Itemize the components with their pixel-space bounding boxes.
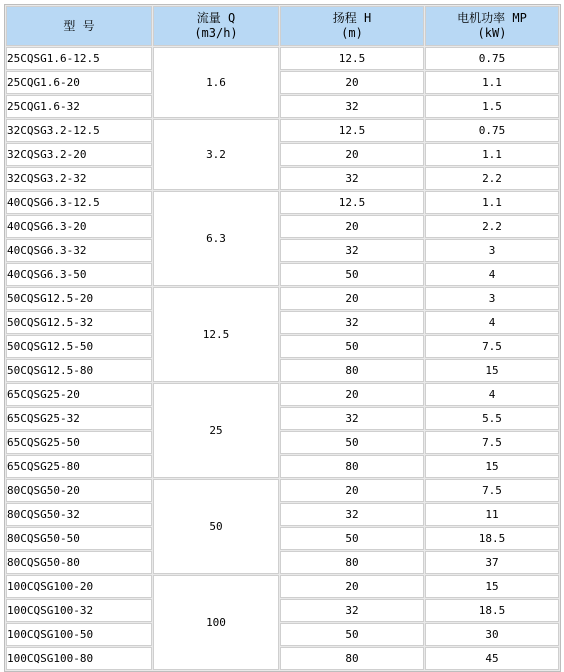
- model-cell: 100CQSG100-32: [6, 599, 152, 622]
- head-cell: 20: [280, 479, 424, 502]
- power-cell: 0.75: [425, 47, 559, 70]
- model-cell: 50CQSG12.5-80: [6, 359, 152, 382]
- flow-cell: 50: [153, 479, 279, 574]
- table-body: [6, 47, 559, 670]
- head-cell: 20: [280, 215, 424, 238]
- table-row: [6, 215, 559, 238]
- table-row: [6, 623, 559, 646]
- table-row: [6, 575, 559, 598]
- model-cell: 80CQSG50-20: [6, 479, 152, 502]
- head-cell: 32: [280, 407, 424, 430]
- table-row: [6, 335, 559, 358]
- power-cell: 18.5: [425, 527, 559, 550]
- header-head-label: 扬程 H: [332, 11, 372, 25]
- table-row: [6, 359, 559, 382]
- head-cell: 50: [280, 527, 424, 550]
- model-cell: 40CQSG6.3-50: [6, 263, 152, 286]
- table-row: [6, 143, 559, 166]
- power-cell: 2.2: [425, 215, 559, 238]
- head-cell: 12.5: [280, 119, 424, 142]
- head-cell: 50: [280, 431, 424, 454]
- model-cell: 40CQSG6.3-12.5: [6, 191, 152, 214]
- power-cell: 1.1: [425, 143, 559, 166]
- table-row: [6, 527, 559, 550]
- model-cell: 65CQSG25-20: [6, 383, 152, 406]
- power-cell: 4: [425, 383, 559, 406]
- flow-cell: 100: [153, 575, 279, 670]
- head-cell: 32: [280, 503, 424, 526]
- power-cell: 4: [425, 263, 559, 286]
- header-row: [6, 6, 559, 46]
- model-cell: 25CQSG1.6-12.5: [6, 47, 152, 70]
- model-cell: 32CQSG3.2-32: [6, 167, 152, 190]
- table-row: [6, 71, 559, 94]
- power-cell: 18.5: [425, 599, 559, 622]
- model-cell: 65CQSG25-32: [6, 407, 152, 430]
- power-cell: 15: [425, 359, 559, 382]
- table-row: [6, 431, 559, 454]
- head-cell: 50: [280, 263, 424, 286]
- power-cell: 1.1: [425, 71, 559, 94]
- table-row: [6, 95, 559, 118]
- power-cell: 7.5: [425, 479, 559, 502]
- power-cell: 3: [425, 287, 559, 310]
- head-cell: 20: [280, 71, 424, 94]
- model-cell: 40CQSG6.3-32: [6, 239, 152, 262]
- head-cell: 20: [280, 383, 424, 406]
- power-cell: 0.75: [425, 119, 559, 142]
- header-head: [280, 6, 424, 46]
- head-cell: 12.5: [280, 47, 424, 70]
- table-row: [6, 47, 559, 70]
- model-cell: 50CQSG12.5-32: [6, 311, 152, 334]
- head-cell: 20: [280, 575, 424, 598]
- model-cell: 25CQG1.6-20: [6, 71, 152, 94]
- head-cell: 32: [280, 95, 424, 118]
- power-cell: 7.5: [425, 335, 559, 358]
- model-cell: 25CQG1.6-32: [6, 95, 152, 118]
- table-row: [6, 455, 559, 478]
- header-flow-label: 流量 Q: [196, 11, 236, 25]
- table-row: [6, 239, 559, 262]
- power-cell: 7.5: [425, 431, 559, 454]
- header-flow-unit: (m3/h): [194, 26, 238, 40]
- table-row: [6, 311, 559, 334]
- head-cell: 80: [280, 551, 424, 574]
- model-cell: 50CQSG12.5-20: [6, 287, 152, 310]
- model-cell: 32CQSG3.2-12.5: [6, 119, 152, 142]
- table-row: [6, 599, 559, 622]
- model-cell: 65CQSG25-80: [6, 455, 152, 478]
- power-cell: 15: [425, 455, 559, 478]
- table-row: [6, 503, 559, 526]
- model-cell: 32CQSG3.2-20: [6, 143, 152, 166]
- power-cell: 2.2: [425, 167, 559, 190]
- head-cell: 20: [280, 143, 424, 166]
- power-cell: 1.1: [425, 191, 559, 214]
- model-cell: 100CQSG100-80: [6, 647, 152, 670]
- power-cell: 37: [425, 551, 559, 574]
- head-cell: 32: [280, 239, 424, 262]
- flow-cell: 12.5: [153, 287, 279, 382]
- head-cell: 50: [280, 335, 424, 358]
- header-power-label: 电机功率 MP: [457, 11, 527, 25]
- table-row: [6, 407, 559, 430]
- table-row: [6, 479, 559, 502]
- table-row: [6, 191, 559, 214]
- table-row: [6, 263, 559, 286]
- head-cell: 80: [280, 359, 424, 382]
- model-cell: 40CQSG6.3-20: [6, 215, 152, 238]
- table-row: [6, 119, 559, 142]
- header-model-label: 型 号: [63, 18, 95, 33]
- header-power: [425, 6, 559, 46]
- power-cell: 4: [425, 311, 559, 334]
- head-cell: 12.5: [280, 191, 424, 214]
- head-cell: 80: [280, 455, 424, 478]
- power-cell: 15: [425, 575, 559, 598]
- power-cell: 11: [425, 503, 559, 526]
- pump-spec-table: [4, 4, 561, 672]
- power-cell: 30: [425, 623, 559, 646]
- flow-cell: 25: [153, 383, 279, 478]
- power-cell: 5.5: [425, 407, 559, 430]
- table-row: [6, 383, 559, 406]
- flow-cell: 3.2: [153, 119, 279, 190]
- model-cell: 100CQSG100-50: [6, 623, 152, 646]
- header-head-unit: (m): [341, 26, 363, 40]
- model-cell: 65CQSG25-50: [6, 431, 152, 454]
- model-cell: 80CQSG50-32: [6, 503, 152, 526]
- power-cell: 45: [425, 647, 559, 670]
- head-cell: 80: [280, 647, 424, 670]
- table-row: [6, 167, 559, 190]
- header-power-unit: (kW): [477, 26, 507, 40]
- flow-cell: 1.6: [153, 47, 279, 118]
- table-row: [6, 551, 559, 574]
- model-cell: 80CQSG50-80: [6, 551, 152, 574]
- model-cell: 80CQSG50-50: [6, 527, 152, 550]
- head-cell: 50: [280, 623, 424, 646]
- header-flow: [153, 6, 279, 46]
- power-cell: 3: [425, 239, 559, 262]
- head-cell: 32: [280, 167, 424, 190]
- head-cell: 20: [280, 287, 424, 310]
- model-cell: 50CQSG12.5-50: [6, 335, 152, 358]
- head-cell: 32: [280, 599, 424, 622]
- power-cell: 1.5: [425, 95, 559, 118]
- model-cell: 100CQSG100-20: [6, 575, 152, 598]
- table-row: [6, 287, 559, 310]
- table-row: [6, 647, 559, 670]
- head-cell: 32: [280, 311, 424, 334]
- flow-cell: 6.3: [153, 191, 279, 286]
- header-model: [6, 6, 152, 46]
